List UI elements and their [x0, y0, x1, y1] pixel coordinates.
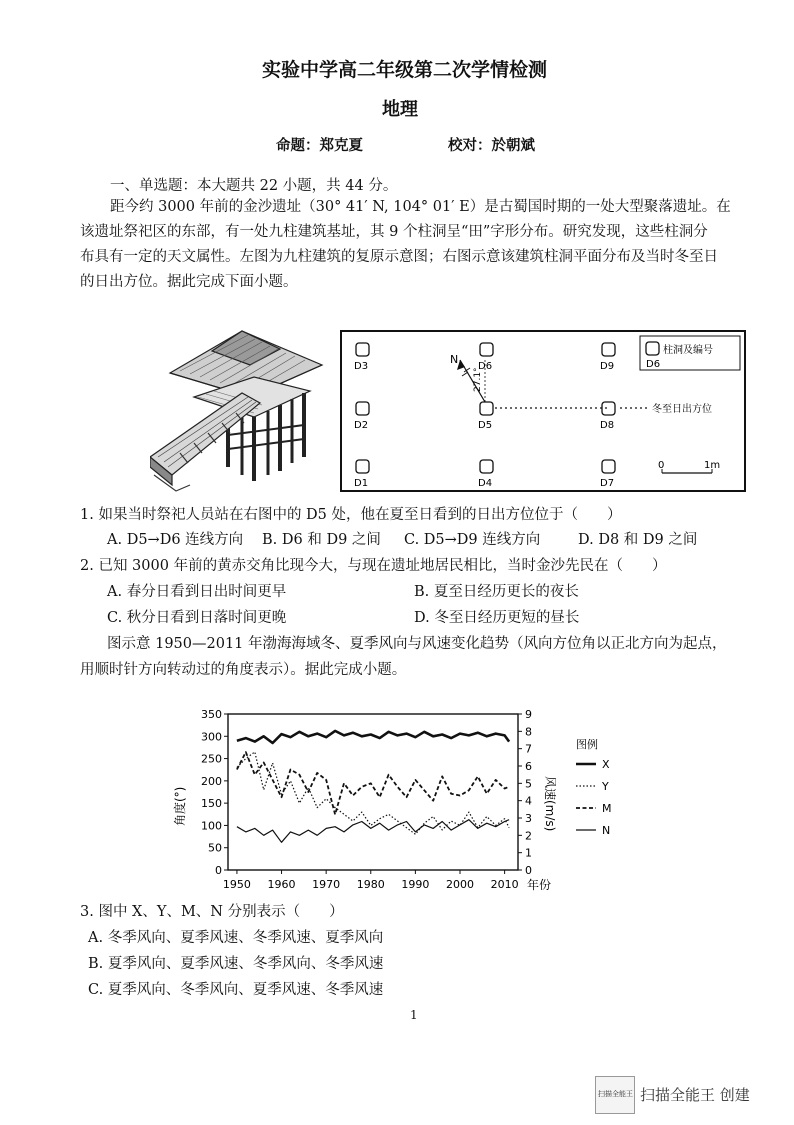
hole-D1 [356, 460, 369, 473]
passage1-line4: 的日出方位。据此完成下面小题。 [80, 274, 298, 290]
legend-label-M: M [602, 802, 612, 815]
passage1-line1: 距今约 3000 年前的金沙遗址（30° 41′ N, 104° 01′ E）是古蜀国时期的一处大型聚落遗址。在 [110, 199, 731, 215]
left-axis-label: 角度(°) [173, 786, 187, 826]
right-tick-label: 7 [525, 742, 532, 756]
label-D8: D8 [600, 420, 615, 431]
section-heading: 一、单选题：本大题共 22 小题，共 44 分。 [110, 178, 398, 194]
right-tick-label: 8 [525, 725, 532, 739]
left-tick-label: 350 [201, 708, 222, 721]
scanner-logo [595, 1076, 635, 1114]
right-tick-label: 9 [525, 708, 532, 721]
checker-line: 校对：於朝斌 [448, 137, 535, 154]
scale-zero: 0 [658, 460, 665, 471]
passage1-line2: 该遗址祭祀区的东部，有一处九柱建筑基址，其 9 个柱洞呈“田”字形分布。研究发现，这些柱洞分 [80, 224, 708, 240]
left-tick-label: 300 [201, 730, 222, 744]
left-tick-label: 50 [208, 841, 222, 855]
label-D3: D3 [354, 361, 369, 372]
hole-D6 [480, 343, 493, 356]
left-tick-label: 0 [215, 864, 222, 877]
q2-option-c: C. 秋分日看到日落时间更晚 [107, 610, 287, 626]
hole-D9 [602, 343, 615, 356]
series-line-Y [237, 752, 509, 834]
passage2-line2: 用顺时针方向转动过的角度表示）。据此完成小题。 [80, 662, 407, 678]
legend-label-Y: Y [602, 780, 609, 793]
legend-hole-icon [646, 342, 659, 355]
q3-stem: 3. 图中 X、Y、M、N 分别表示（ ） [80, 904, 344, 920]
left-tick-label: 100 [201, 819, 222, 833]
series-line-M [237, 752, 509, 814]
x-tick-label: 2000 [446, 878, 474, 891]
scanner-watermark: 扫描全能王 创建 [640, 1086, 750, 1104]
nine-pillar-building-illustration [150, 325, 330, 495]
right-axis-label: 风速(m/s) [543, 776, 557, 832]
legend-title: 图例 [576, 738, 598, 751]
hole-D4 [480, 460, 493, 473]
right-tick-label: 4 [525, 794, 532, 808]
q1-option-d: D. D8 和 D9 之间 [578, 532, 698, 548]
legend-hole-id: D6 [646, 359, 661, 370]
right-tick-label: 6 [525, 760, 532, 773]
author-line: 命题：郑克夏 [276, 137, 363, 154]
angle-label: 27.1° [473, 367, 483, 392]
hole-D2 [356, 402, 369, 415]
series-line-X [237, 731, 509, 743]
q2-option-a: A. 春分日看到日出时间更早 [107, 584, 287, 600]
left-tick-label: 250 [201, 752, 222, 766]
scale-end: 1m [704, 460, 721, 471]
q3-option-c: C. 夏季风向、冬季风向、夏季风速、冬季风速 [88, 982, 384, 998]
q1-option-a: A. D5→D6 连线方向 [107, 532, 244, 548]
x-tick-label: 1960 [267, 878, 296, 891]
hole-D8 [602, 402, 615, 415]
label-D2: D2 [354, 420, 369, 431]
label-D5: D5 [478, 420, 493, 431]
right-tick-label: 5 [525, 777, 532, 791]
left-tick-label: 150 [201, 797, 222, 811]
q3-option-a: A. 冬季风向、夏季风速、冬季风速、夏季风向 [88, 930, 384, 946]
x-axis-label: 年份 [527, 878, 552, 892]
q1-option-b: B. D6 和 D9 之间 [262, 532, 381, 548]
x-tick-label: 1950 [222, 878, 251, 891]
exam-title: 实验中学高二年级第二次学情检测 [262, 59, 548, 81]
page-number: 1 [410, 1008, 418, 1022]
right-tick-label: 0 [525, 864, 532, 877]
x-tick-label: 1970 [312, 878, 341, 891]
subject-title: 地理 [382, 99, 418, 120]
label-D4: D4 [478, 478, 493, 489]
label-D1: D1 [354, 478, 369, 489]
q2-stem: 2. 已知 3000 年前的黄赤交角比现今大，与现在遗址地居民相比，当时金沙先民在（ ） [80, 558, 667, 574]
label-D9: D9 [600, 361, 615, 372]
left-tick-label: 200 [201, 774, 222, 788]
legend-hole-label: 柱洞及编号 [663, 345, 713, 356]
right-tick-label: 3 [525, 812, 532, 825]
q3-option-b: B. 夏季风向、夏季风速、冬季风向、冬季风速 [88, 956, 384, 972]
q2-option-b: B. 夏至日经历更长的夜长 [414, 584, 579, 600]
passage1-line3: 布具有一定的天文属性。左图为九柱建筑的复原示意图；右图示意该建筑柱洞平面分布及当时冬至日 [80, 249, 718, 265]
series-line-N [237, 820, 509, 843]
hole-D3 [356, 343, 369, 356]
north-label: N [450, 353, 459, 366]
right-tick-label: 1 [525, 846, 532, 860]
q1-stem: 1. 如果当时祭祀人员站在右图中的 D5 处，他在夏至日看到的日出方位位于（ ） [80, 507, 622, 523]
right-tick-label: 2 [525, 829, 532, 843]
wind-trend-chart [172, 706, 612, 906]
label-D6: D6 [478, 361, 493, 372]
hole-D7 [602, 460, 615, 473]
q1-option-c: C. D5→D9 连线方向 [404, 532, 541, 548]
sunrise-direction-label: 冬至日出方位 [652, 404, 712, 415]
x-tick-label: 1990 [401, 878, 430, 891]
hole-D5 [480, 402, 493, 415]
passage2-line1: 图示意 1950—2011 年渤海海域冬、夏季风向与风速变化趋势（风向方位角以正北方向为起点， [107, 636, 727, 652]
x-tick-label: 2010 [490, 878, 519, 891]
chart-plot-frame [228, 714, 518, 870]
pillar-hole-plan-diagram [340, 330, 750, 495]
legend-label-X: X [602, 758, 610, 771]
q2-option-d: D. 冬至日经历更短的昼长 [414, 610, 580, 626]
label-D7: D7 [600, 478, 615, 489]
legend-label-N: N [602, 824, 611, 837]
x-tick-label: 1980 [356, 878, 385, 891]
scanner-logo-text: 扫描全能王 [598, 1090, 633, 1098]
